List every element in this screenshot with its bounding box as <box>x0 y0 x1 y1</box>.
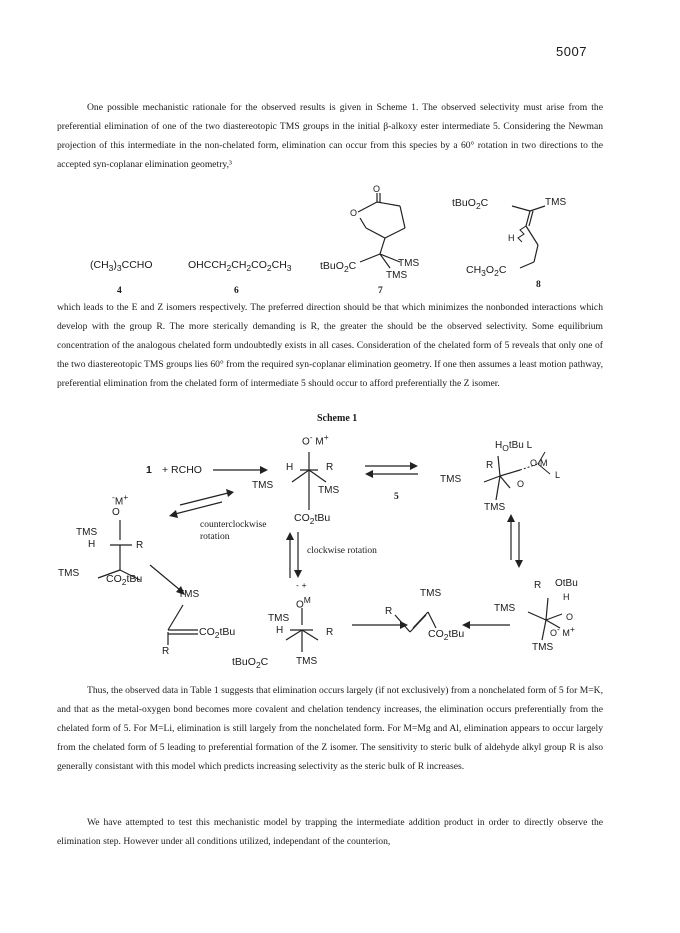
paragraph-3 <box>57 681 603 776</box>
scheme-z-co2tbu: $CO_2tBu$ <box>199 626 236 641</box>
paragraph-2-text: which leads to the E and Z isomers respectively. The preferred direction should be that which minimizes the nonbonded interactions which develop with the group R. The more sterically demanding is R, the greater the should be the observed selectivity. Some equilibrium concentration of the analogous chelated form undoubtedly exists in all cases. Consideration of the chelated form of 5 reveals that only one of the two diastereotopic TMS groups lies 60° from the required syn-coplanar elimination geometry. If one then assumes a least motion pathway, preferential elimination from the chelated form of intermediate 5 should occur to afford preferentially the Z isomer. <box>57 302 603 389</box>
scheme-left-r: R <box>136 540 144 551</box>
scheme-chelate-top-o: O <box>517 479 525 489</box>
scheme-bottom-r: R <box>326 627 334 638</box>
compound-7-carbonyl-o: O <box>373 184 381 194</box>
scheme-chelate-bottom-m: O- M+ <box>550 624 575 638</box>
compound-6-label: 6 <box>234 286 239 296</box>
scheme-clockwise: clockwise rotation <box>307 546 377 556</box>
scheme-bottom-o: - + $O^M$ <box>296 580 311 611</box>
scheme-e-r: R <box>385 606 393 617</box>
paragraph-3-text: Thus, the observed data in Table 1 suggests that elimination occurs largely (if not exclusively) from a nonchelated form of 5 for M=K, and that as the metal-oxygen bond becomes more covalent and chelation tendency increases, the elimination occurs preferentially from the chelated form of 5. For M=Li, elimination is still largely from the nonchelated form. For M=Mg and Al, elimination appears to occur largely from the chelated form of 5 leading to preferential formation of the Z isomer. The sensitivity to steric bulk of aldehyde alkyl group R is also generally consistant with this model which predicts increasing selectivity as the steric bulk of R increases. <box>57 685 603 772</box>
compound-7-label: 7 <box>378 286 383 296</box>
scheme-top-h: H <box>286 462 294 473</box>
scheme-label-5: 5 <box>394 492 399 502</box>
scheme-chelate-bottom-tms: TMS <box>494 603 516 614</box>
compound-6-formula: $OHCCH_2CH_2CO_2CH_3$ <box>188 259 292 274</box>
scheme-top-r: R <box>326 462 334 473</box>
paragraph-1-text: One possible mechanistic rationale for the observed results is given in Scheme 1. The observed selectivity must arise from the preferential elimination of one of the two diastereotopic TMS groups in the initial β-alkoxy ester intermediate 5. Considering the Newman projection of this intermediate in the non-chelated form, elimination can occur from this species by a 60° rotation in two directions to the accepted syn-coplanar elimination geometry,³ <box>57 102 603 170</box>
scheme-left-co2tbu: $CO_2tBu$ <box>106 573 143 588</box>
page-number: 5007 <box>556 44 587 59</box>
scheme-chelate-bottom-tms2: TMS <box>532 642 554 653</box>
compound-7-ester: tBuO$_2$C <box>320 260 357 275</box>
scheme-left-o: -M+ O <box>112 492 129 519</box>
scheme-reagent-rcho: + RCHO <box>162 464 202 476</box>
scheme-bottom-tms: TMS <box>268 613 290 624</box>
scheme-z-r: R <box>162 646 170 657</box>
scheme-title: Scheme 1 <box>317 413 358 424</box>
scheme-reagent-1: 1 <box>146 464 152 476</box>
compound-7-tms-a: TMS <box>398 258 420 269</box>
scheme-left-h: H <box>88 539 96 550</box>
scheme-chelate-bottom-h: H <box>563 592 570 602</box>
scheme-top-tms-b: TMS <box>318 485 340 496</box>
scheme-bottom-tbuo2c: tBuO$_2$C <box>232 656 269 671</box>
paragraph-4 <box>57 813 603 851</box>
compound-7-ring-o: O <box>350 208 358 218</box>
scheme-top-co2tbu: $CO_2tBu$ <box>294 512 331 527</box>
compound-8-tms: TMS <box>545 197 567 208</box>
compound-8-ester: tBuO$_2$C <box>452 197 489 212</box>
scheme-chelate-top-tms2: TMS <box>484 502 506 513</box>
scheme-chelate-top-r: R <box>486 460 494 471</box>
scheme-top-o-minus: O- M+ <box>302 432 329 448</box>
scheme-bottom-h: H <box>276 625 284 636</box>
scheme-chelate-top-tms: TMS <box>440 474 462 485</box>
compound-4-label: 4 <box>117 286 122 296</box>
compound-4-formula: $(CH_3)_3CCHO$ <box>90 259 153 274</box>
scheme-top-tms-a: TMS <box>252 480 274 491</box>
paragraph-4-text: We have attempted to test this mechanistic model by trapping the intermediate addition product in order to directly observe the elimination step. However under all conditions utilized, independant of the counterion, <box>57 817 603 847</box>
scheme-chelate-bottom-r: R <box>534 580 542 591</box>
scheme-bottom-tms2: TMS <box>296 656 318 667</box>
scheme-chelate-bottom-o: O <box>566 612 574 622</box>
compound-8-h: H <box>508 233 515 243</box>
compound-8-label: 8 <box>536 280 541 290</box>
scheme-chelate-top-l: L <box>555 470 561 480</box>
scheme-chelate-top-otbu: $H_OtBu$ L <box>495 440 533 453</box>
scheme-chelate-top-m: O-M <box>530 458 548 468</box>
compound-7-tms-b: TMS <box>386 270 408 281</box>
compound-8-ester2: $CH_3O_2C$ <box>466 264 507 279</box>
scheme-e-tms: TMS <box>420 588 442 599</box>
scheme-left-tms2: TMS <box>58 568 80 579</box>
scheme-counterclockwise: counterclockwise rotation <box>200 520 267 542</box>
scheme-left-tms: TMS <box>76 527 98 538</box>
scheme-e-co2tbu: $CO_2tBu$ <box>428 628 465 643</box>
scheme-z-tms: TMS <box>178 589 200 600</box>
scheme-chelate-bottom-otbu: OtBu <box>555 578 578 589</box>
